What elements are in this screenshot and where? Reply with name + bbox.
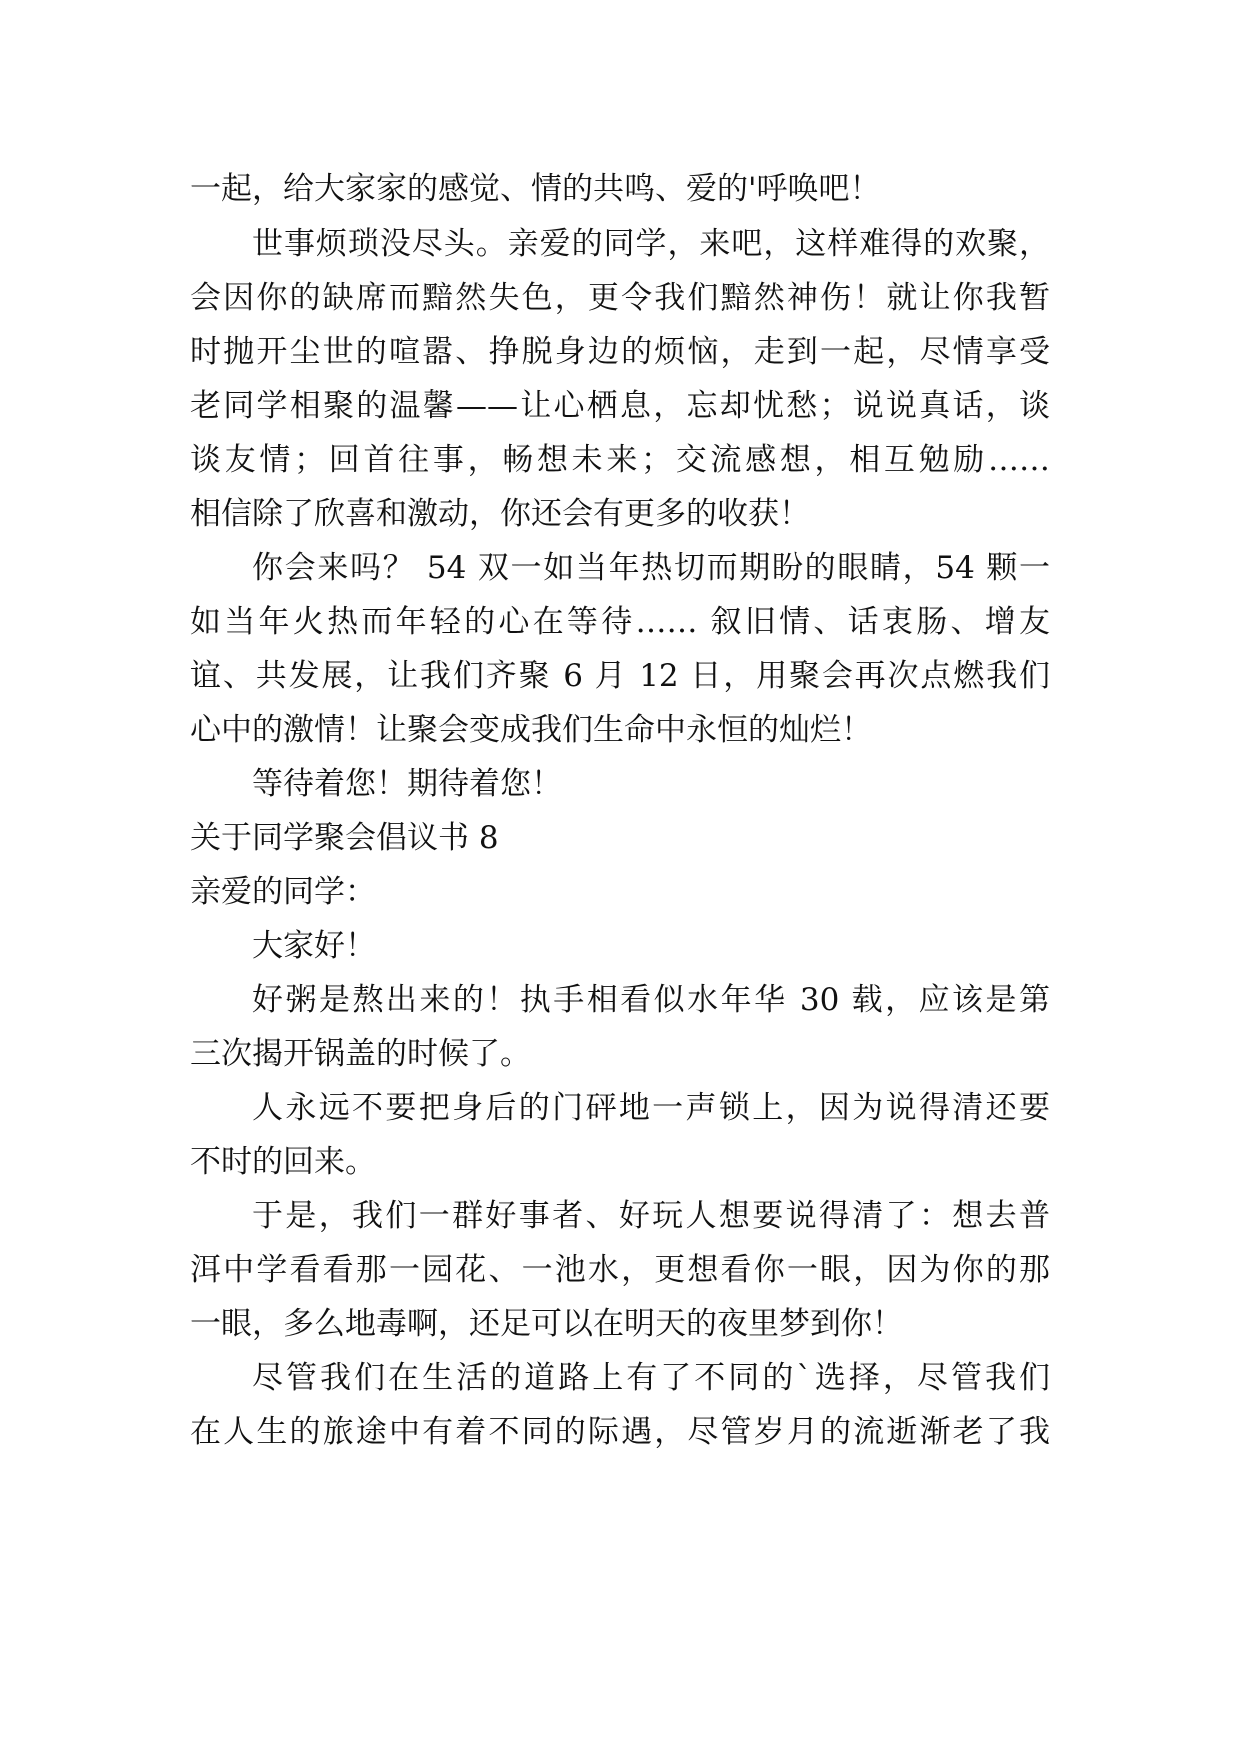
text-line: 时抛开尘世的喧嚣、挣脱身边的烦恼，走到一起，尽情享受 <box>190 334 1050 370</box>
text-line: 一起，给大家家的感觉、情的共鸣、爱的'呼唤吧！ <box>190 171 881 207</box>
text-line: 洱中学看看那一园花、一池水，更想看你一眼，因为你的那 <box>190 1252 1050 1288</box>
text-line: 会因你的缺席而黯然失色，更令我们黯然神伤！就让你我暂 <box>190 280 1050 316</box>
paragraph-first-line: 尽管我们在生活的道路上有了不同的`选择，尽管我们 <box>252 1360 1050 1396</box>
text-line: 谈友情；回首往事，畅想未来；交流感想，相互勉励…… <box>190 442 1050 478</box>
text-line: 老同学相聚的温馨——让心栖息，忘却忧愁；说说真话，谈 <box>190 388 1050 424</box>
text-line: 相信除了欣喜和激动，你还会有更多的收获！ <box>190 496 810 532</box>
text-line: 如当年火热而年轻的心在等待…… 叙旧情、话衷肠、增友 <box>190 604 1050 640</box>
paragraph-first-line: 人永远不要把身后的门砰地一声锁上，因为说得清还要 <box>252 1090 1050 1126</box>
paragraph-first-line: 于是，我们一群好事者、好玩人想要说得清了：想去普 <box>252 1198 1050 1234</box>
paragraph-first-line: 等待着您！期待着您！ <box>252 766 562 802</box>
text-line: 三次揭开锅盖的时候了。 <box>190 1036 531 1072</box>
text-line: 谊、共发展，让我们齐聚 6 月 12 日，用聚会再次点燃我们 <box>190 658 1050 694</box>
salutation: 亲爱的同学： <box>190 874 376 910</box>
text-line: 心中的激情！让聚会变成我们生命中永恒的灿烂！ <box>190 712 872 748</box>
text-line: 一眼，多么地毒啊，还足可以在明天的夜里梦到你！ <box>190 1306 903 1342</box>
text-line: 不时的回来。 <box>190 1144 376 1180</box>
paragraph-first-line: 你会来吗？ 54 双一如当年热切而期盼的眼睛，54 颗一 <box>252 550 1050 586</box>
paragraph-first-line: 世事烦琐没尽头。亲爱的同学，来吧，这样难得的欢聚， <box>252 226 1050 262</box>
text-line: 在人生的旅途中有着不同的际遇，尽管岁月的流逝渐老了我 <box>190 1414 1050 1450</box>
paragraph-first-line: 好粥是熬出来的！执手相看似水年华 30 载，应该是第 <box>252 982 1050 1018</box>
section-heading: 关于同学聚会倡议书 8 <box>190 820 499 856</box>
greeting: 大家好！ <box>252 928 376 964</box>
